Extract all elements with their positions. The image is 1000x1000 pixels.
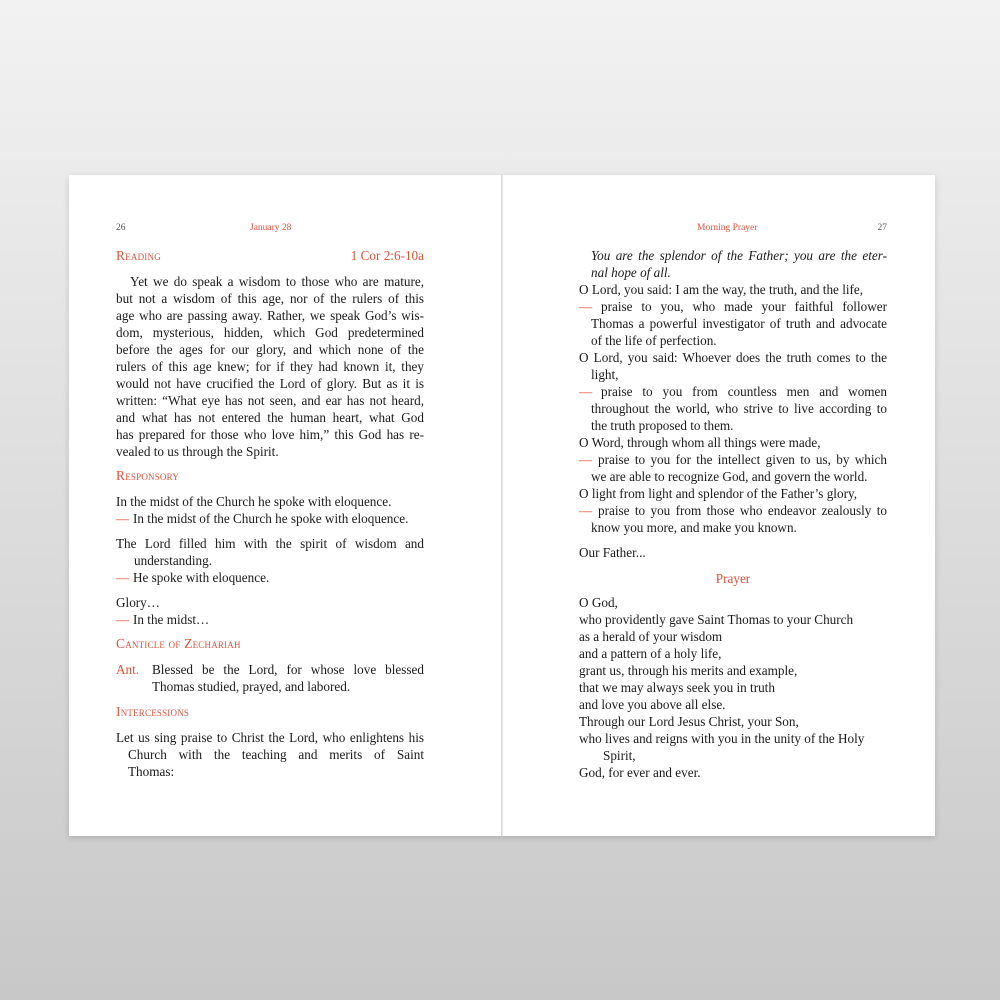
intercessions-intro: Church with the teaching and merits of Saint [128, 747, 424, 762]
antiphon-text: Blessed be the Lord, for whose love blessed [152, 662, 424, 677]
intercession-verse: O Lord, you said: I am the way, the truth, and the life, [579, 282, 864, 297]
antiphon-label: Ant. [116, 662, 140, 677]
intercession-petition: know you more, and make you known. [591, 520, 797, 535]
prayer-line: and a pattern of a holy life, [579, 646, 722, 661]
intercession-verse: O Lord, you said: Whoever does the truth comes to the [579, 350, 887, 365]
prayer-heading: Prayer [715, 571, 751, 586]
reading-line: but not a wisdom of this age, nor of the rulers of this [116, 291, 424, 306]
prayer-line: O God, [579, 595, 618, 610]
responsory-response: In the midst… [133, 612, 210, 627]
prayer-line: grant us, through his merits and example, [579, 663, 798, 678]
prayer-line: who lives and reigns with you in the unity of the Holy [579, 731, 865, 746]
responsory-response: He spoke with eloquence. [133, 570, 270, 585]
prayer-line: Through our Lord Jesus Christ, your Son, [579, 714, 799, 729]
prayer-line: who providently gave Saint Thomas to your Church [579, 612, 854, 627]
responsory-verse: In the midst of the Church he spoke with eloquence. [116, 494, 392, 509]
book-spread [69, 175, 935, 836]
antiphon-text: Thomas studied, prayed, and labored. [152, 679, 351, 694]
responsory-verse: understanding. [134, 553, 213, 568]
reading-line: and what has not entered the human heart, what God [116, 410, 424, 425]
response-dash: — [579, 384, 593, 399]
intercession-petition: of the life of perfection. [591, 333, 717, 348]
page-number: 27 [877, 223, 887, 233]
response-dash: — [116, 511, 130, 526]
reading-line: dom, mysterious, hidden, which God predetermined [116, 325, 424, 340]
intercessions-heading: Intercessions [116, 704, 190, 719]
intercession-response: You are the splendor of the Father; you are the eter- [591, 248, 887, 263]
book-gutter [501, 175, 503, 836]
intercession-verse: O Word, through whom all things were made, [579, 435, 821, 450]
intercession-petition: the truth proposed to them. [591, 418, 734, 433]
intercession-petition: praise to you from countless men and women [601, 384, 887, 399]
prayer-line: as a herald of your wisdom [579, 629, 723, 644]
prayer-line: Spirit, [603, 748, 636, 763]
intercession-petition: throughout the world, who strive to live according to [591, 401, 887, 416]
glory-line: Glory… [116, 595, 160, 610]
reading-line: would not have crucified the Lord of glory. But as it is [116, 376, 424, 391]
canticle-heading: Canticle of Zechariah [116, 636, 241, 651]
response-dash: — [579, 452, 593, 467]
intercession-petition: praise to you, who made your faithful follower [601, 299, 887, 314]
intercession-verse: O light from light and splendor of the Father’s glory, [579, 486, 857, 501]
prayer-line: and love you above all else. [579, 697, 726, 712]
running-head-title: Morning Prayer [697, 223, 758, 233]
intercession-response: nal hope of all. [591, 265, 671, 280]
our-father: Our Father... [579, 545, 646, 560]
page-number: 26 [116, 223, 126, 233]
right-page [579, 175, 887, 836]
prayer-line: that we may always seek you in truth [579, 680, 775, 695]
response-dash: — [579, 299, 593, 314]
reading-citation: 1 Cor 2:6-10a [350, 248, 424, 263]
intercession-petition: praise to you from those who endeavor zealously to [598, 503, 887, 518]
intercessions-intro: Let us sing praise to Christ the Lord, who enlightens his [116, 730, 424, 745]
intercession-petition: praise to you for the intellect given to us, by which [598, 452, 887, 467]
intercessions-intro: Thomas: [128, 764, 175, 779]
responsory-heading: Responsory [116, 468, 180, 483]
reading-heading: Reading [116, 248, 161, 263]
responsory-response: In the midst of the Church he spoke with eloquence. [133, 511, 409, 526]
running-head-title: January 28 [250, 223, 292, 233]
intercession-petition: Thomas a powerful investigator of truth and advocate [591, 316, 887, 331]
prayer-line: God, for ever and ever. [579, 765, 701, 780]
reading-line: rulers of this age knew; for if they had known it, they [116, 359, 424, 374]
right-running-head [579, 223, 887, 237]
reading-line: written: “What eye has not seen, and ear has not heard, [116, 393, 424, 408]
reading-line: before the ages for our glory, and which none of the [116, 342, 424, 357]
reading-line: has prepared for those who love him,” this God has re- [116, 427, 424, 442]
response-dash: — [116, 570, 130, 585]
left-page [116, 175, 424, 836]
reading-line: vealed to us through the Spirit. [116, 444, 279, 459]
intercession-petition: we are able to recognize God, and govern the world. [591, 469, 868, 484]
reading-line: age who are passing away. Rather, we speak God’s wis- [116, 308, 424, 323]
reading-line: Yet we do speak a wisdom to those who are mature, [130, 274, 424, 289]
left-running-head [116, 223, 424, 237]
responsory-verse: The Lord filled him with the spirit of wisdom and [116, 536, 424, 551]
intercession-verse: light, [591, 367, 619, 382]
response-dash: — [579, 503, 593, 518]
response-dash: — [116, 612, 130, 627]
